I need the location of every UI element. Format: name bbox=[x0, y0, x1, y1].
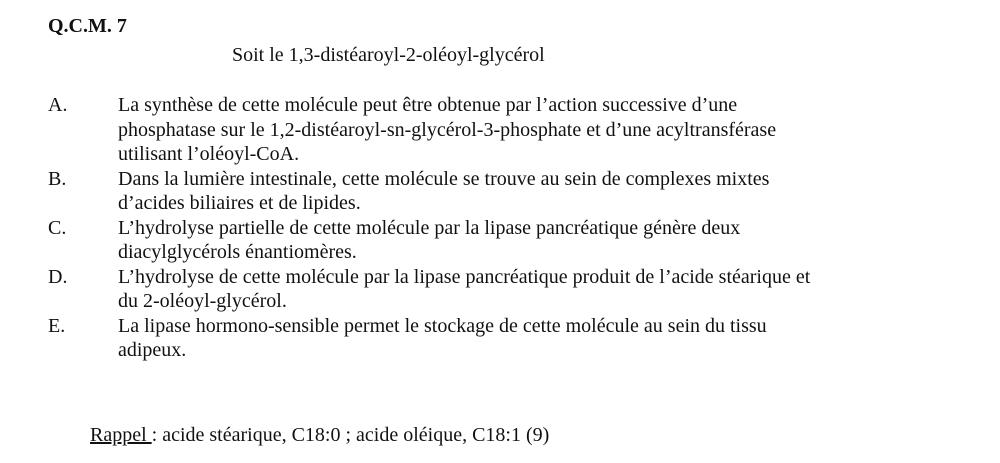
option-text-line: adipeux. bbox=[118, 339, 187, 361]
answer-option-d bbox=[48, 265, 948, 314]
option-text-line: du 2-oléoyl-glycérol. bbox=[118, 290, 287, 312]
option-text-line: d’acides biliaires et de lipides. bbox=[118, 192, 361, 214]
option-letter: E. bbox=[48, 314, 66, 337]
answer-option-b bbox=[48, 167, 948, 216]
option-text bbox=[118, 93, 948, 167]
option-text bbox=[118, 314, 948, 363]
answer-options-list bbox=[48, 93, 948, 363]
option-text bbox=[118, 216, 948, 265]
option-text-line: La synthèse de cette molécule peut être obtenue par l’action successive d’une bbox=[118, 94, 738, 116]
option-text-line: diacylglycérols énantiomères. bbox=[118, 241, 357, 263]
option-letter: B. bbox=[48, 167, 67, 190]
answer-option-a bbox=[48, 93, 948, 167]
option-text bbox=[118, 167, 948, 216]
reminder-note bbox=[90, 423, 549, 447]
question-title: Q.C.M. 7 bbox=[48, 15, 127, 37]
option-text-line: L’hydrolyse de cette molécule par la lipase pancréatique produit de l’acide stéarique et bbox=[118, 265, 811, 288]
answer-option-e bbox=[48, 314, 948, 363]
reminder-text: : acide stéarique, C18:0 ; acide oléique, C18:1 (9) bbox=[151, 424, 550, 446]
option-text-line: utilisant l’oléoyl-CoA. bbox=[118, 143, 300, 165]
question-statement: Soit le 1,3-distéaroyl-2-oléoyl-glycérol bbox=[232, 44, 545, 66]
option-text-line: L’hydrolyse partielle de cette molécule par la lipase pancréatique génère deux bbox=[118, 216, 741, 239]
option-letter: D. bbox=[48, 265, 68, 288]
option-letter: A. bbox=[48, 94, 68, 116]
option-text-line: Dans la lumière intestinale, cette molécule se trouve au sein de complexes mixtes bbox=[118, 167, 770, 190]
answer-option-c bbox=[48, 216, 948, 265]
option-letter: C. bbox=[48, 216, 67, 239]
option-text-line: phosphatase sur le 1,2-distéaroyl-sn-glycérol-3-phosphate et d’une acyltransférase bbox=[118, 118, 777, 141]
reminder-label: Rappel bbox=[90, 424, 152, 446]
option-text bbox=[118, 265, 948, 314]
option-text-line: La lipase hormono-sensible permet le stockage de cette molécule au sein du tissu bbox=[118, 314, 767, 337]
